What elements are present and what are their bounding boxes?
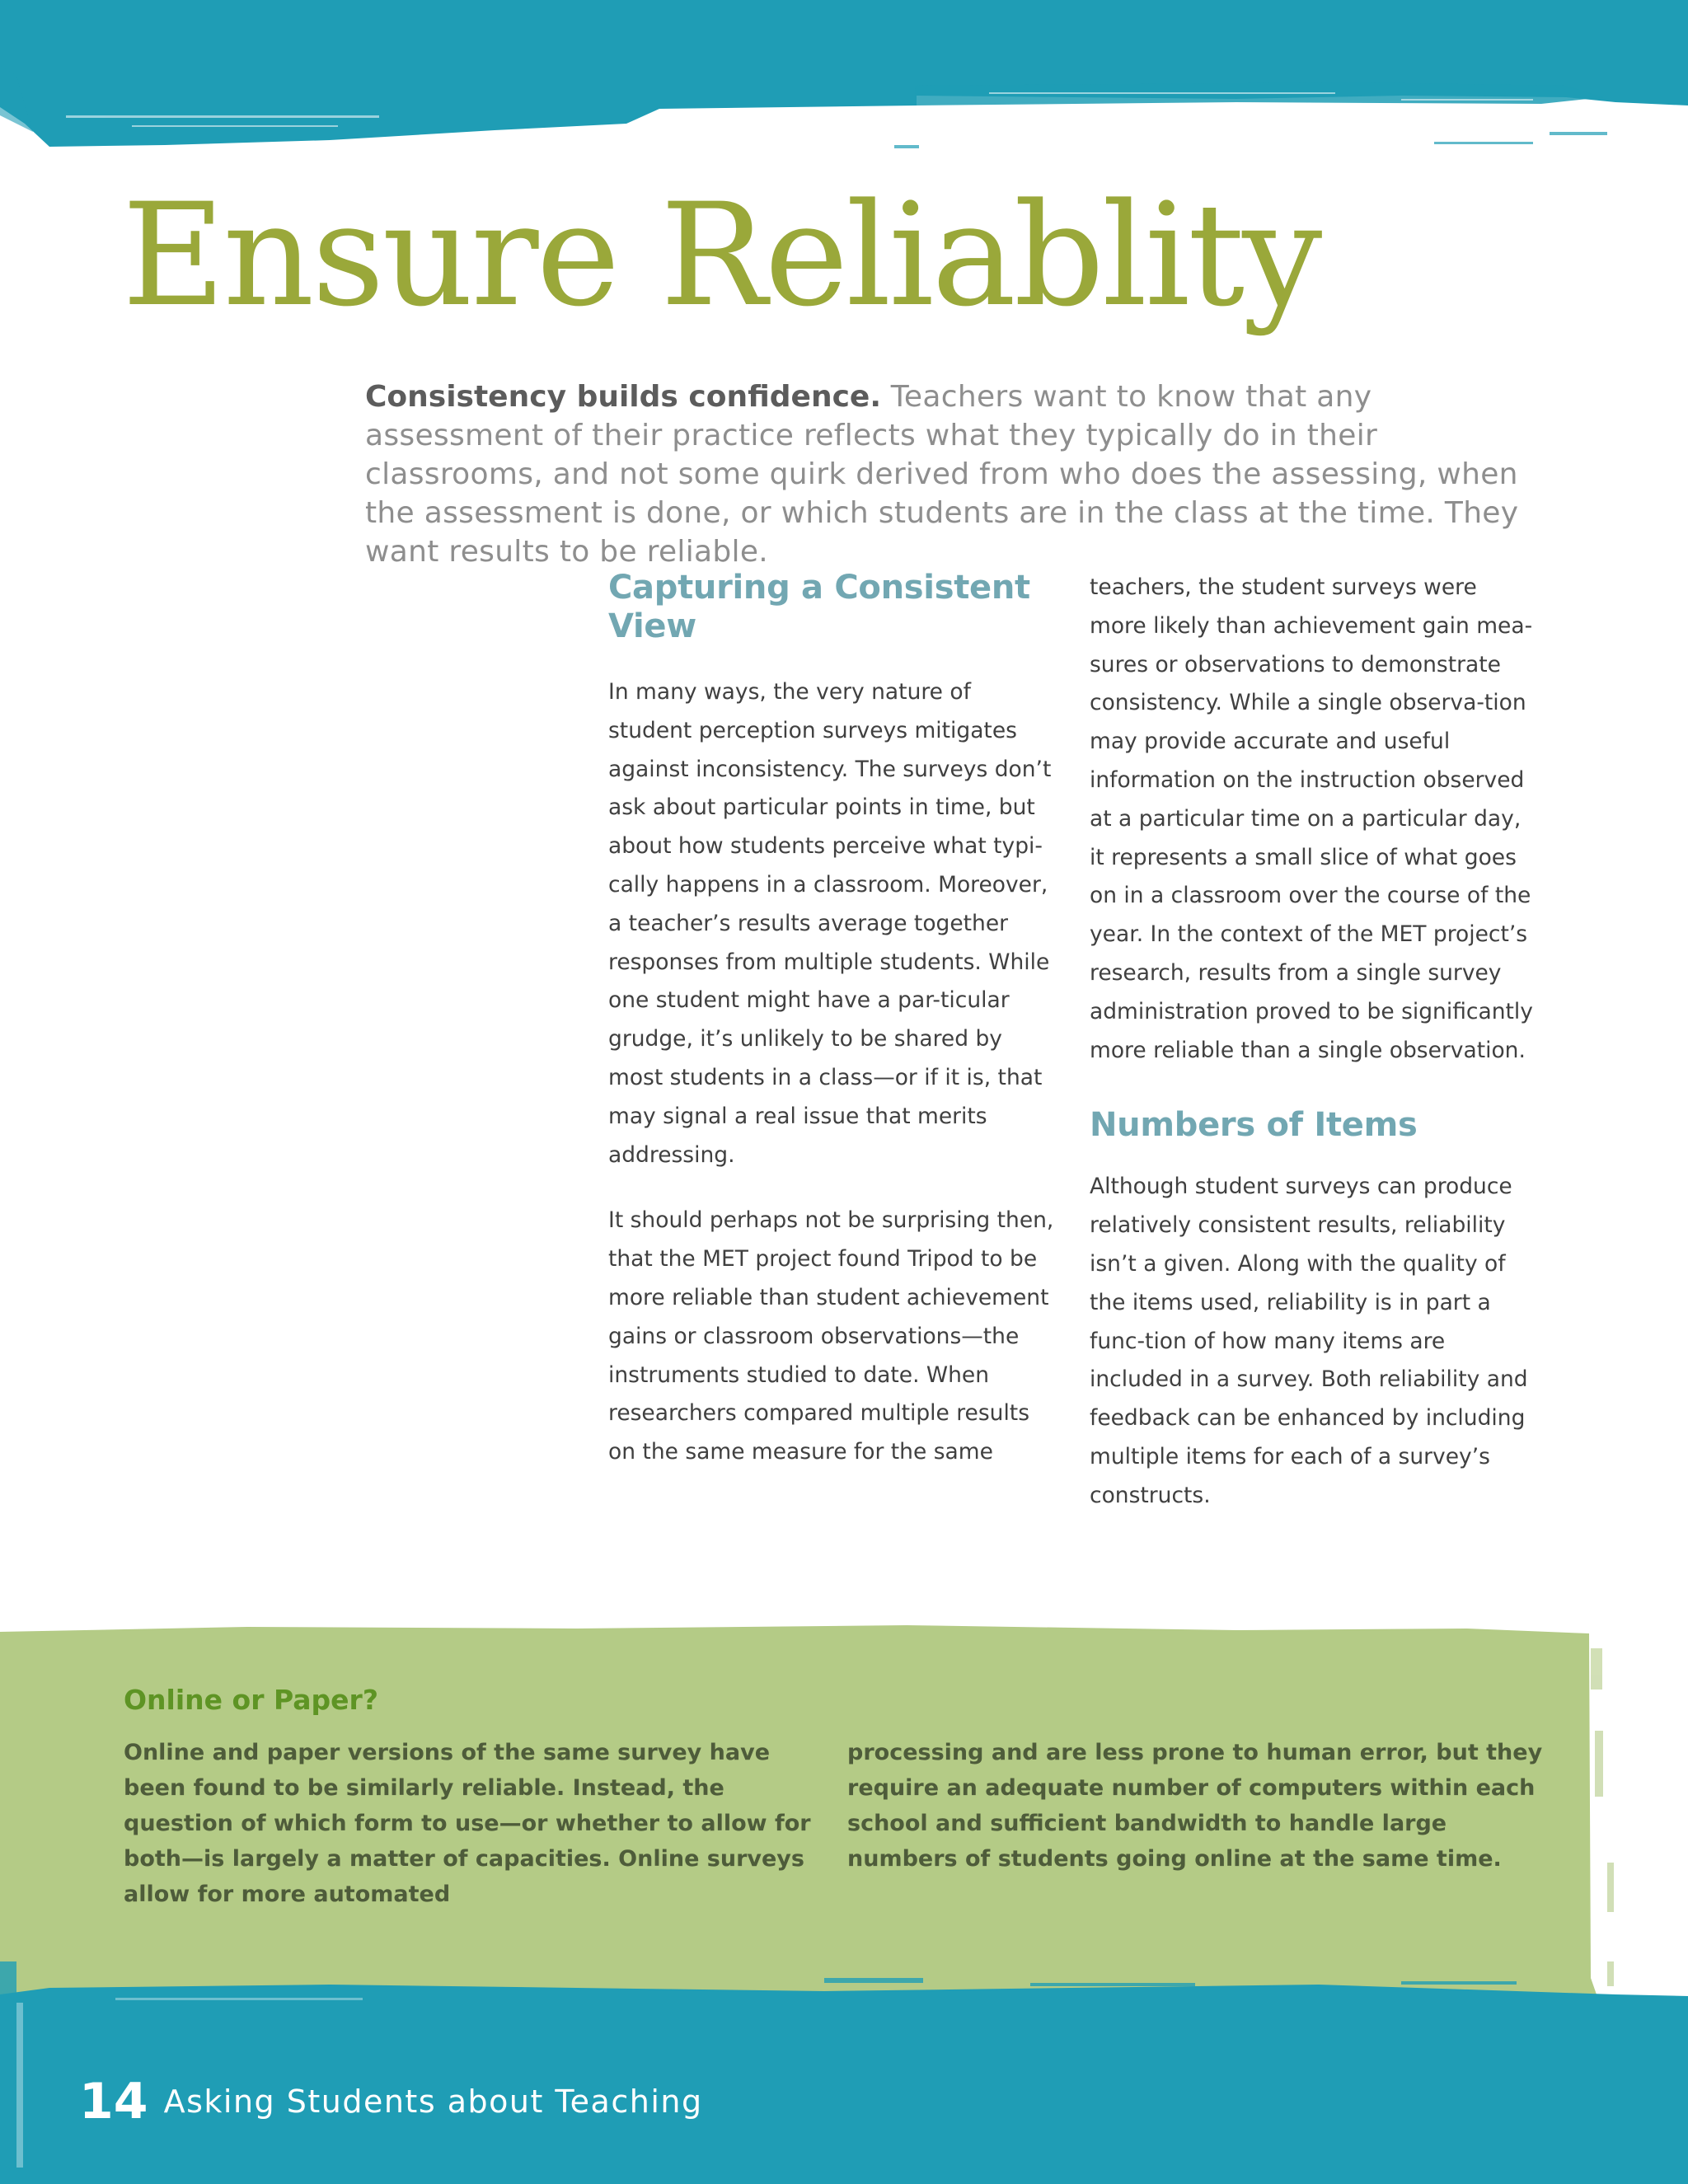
body-paragraph: In many ways, the very nature of student perception surveys mitigates against inconsistency. The surveys don’t ask about particular points in time, but about how students perceive what typi-cally happens in a classroom. Moreover, a teacher’s results average together responses from multiple students. While one student might have a par-ticular grudge, it’s unlikely to be shared by most students in a class—or if it is, that may signal a real issue that merits addressing.: [608, 679, 1052, 1168]
sidebar-text-column-1: Online and paper versions of the same survey have been found to be similarly reliable. Instead, the question of which form to use—or whether to allow for both—is largely a matter of capacities. Online surveys allow for more automated: [124, 1740, 811, 1907]
right-text-column: [1090, 569, 1540, 1516]
intro-lead: Consistency builds confidence.: [365, 380, 882, 414]
sidebar-heading: Online or Paper?: [124, 1684, 378, 1716]
page-number: 14: [79, 2073, 148, 2130]
intro-paragraph: [365, 377, 1536, 571]
left-text-column: [608, 569, 1057, 1472]
top-brush-band: [0, 0, 1688, 165]
page-footer: [79, 2073, 703, 2130]
section-heading-capturing: Capturing a Consistent View: [608, 569, 1030, 645]
body-paragraph: Although student surveys can produce relatively consistent results, reliability isn’t a given. Along with the quality of the items used, reliability is in part a func-tion of how many items are included in a survey. Both reliability and feedback can be enhanced by including multiple items for each of a survey’s constructs.: [1090, 1174, 1528, 1508]
body-paragraph: It should perhaps not be surprising then, that the MET project found Tripod to be more reliable than student achievement gains or classroom observations—the instruments studied to date. When researchers compared multiple results on the same measure for the same: [608, 1207, 1054, 1465]
body-paragraph: teachers, the student surveys were more likely than achievement gain mea-sures or observations to demonstrate consistency. While a single observa-tion may provide accurate and useful information on the instruction observed at a particular time on a particular day, it represents a small slice of what goes on in a classroom over the course of the year. In the context of the MET project’s research, results from a single survey administration proved to be significantly more reliable than a single observation.: [1090, 574, 1533, 1063]
page-title: Ensure Reliablity: [122, 172, 1320, 338]
section-heading-numbers: Numbers of Items: [1090, 1106, 1418, 1145]
sidebar-text-column-2: processing and are less prone to human error, but they require an adequate number of computers within each school and sufficient bandwidth to handle large numbers of students going online at the same time.: [847, 1740, 1543, 1872]
publication-title: Asking Students about Teaching: [163, 2083, 703, 2120]
intro-text: Teachers want to know that any assessment of their practice reflects what they typically do in their classrooms, and not some quirk derived from who does the assessing, when the assessment is done, or which students are in the class at the time. They want results to be reliable.: [365, 380, 1519, 569]
